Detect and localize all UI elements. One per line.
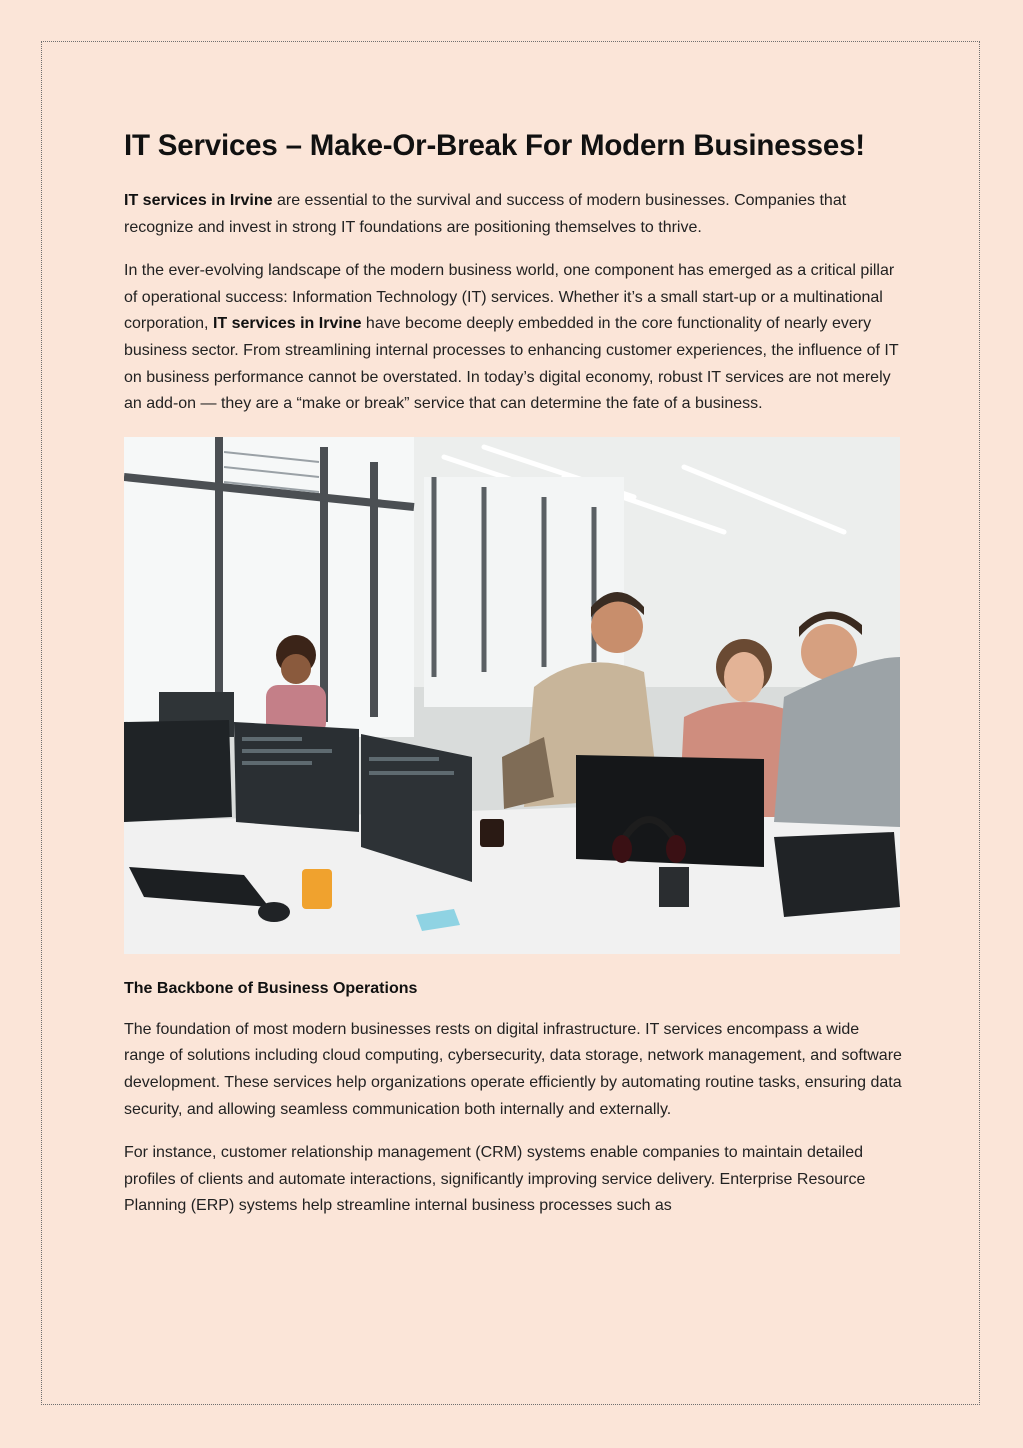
intro-paragraph [124, 188, 904, 241]
article [124, 124, 904, 1220]
landscape-keyword: IT services in Irvine [212, 315, 362, 333]
office-team-photo [124, 437, 900, 954]
intro-text: are essential to the survival and success of modern businesses. Companies that recognize and invest in strong IT foundations are positioning themselves to thrive. [124, 192, 847, 236]
backbone-paragraph: The foundation of most modern businesses rests on digital infrastructure. IT services encompass a wide range of solutions including cloud computing, cybersecurity, data storage, network management, and software development. These services help organizations operate efficiently by automating routine tasks, ensuring data security, and allowing seamless communication both internally and externally. [124, 1020, 902, 1118]
landscape-text-before: In the ever-evolving landscape of the modern business world, one component has emerged as a critical pillar of operational success: Information Technology (IT) services. Whether it’s a small start-up or a multinational corporation, [124, 262, 895, 333]
crm-paragraph: For instance, customer relationship management (CRM) systems enable companies to maintain detailed profiles of clients and automate interactions, significantly improving service delivery. Enterprise Resource Planning (ERP) systems help streamline internal business processes such as [124, 1144, 866, 1215]
landscape-paragraph [124, 258, 904, 418]
section-heading: The Backbone of Business Operations [124, 979, 418, 997]
article-title: IT Services – Make-Or-Break For Modern Businesses! [124, 129, 865, 162]
landscape-text-after: have become deeply embedded in the core functionality of nearly every business sector. From streamlining internal processes to enhancing customer experiences, the influence of IT on business performance cannot be overstated. In today’s digital economy, robust IT services are not merely an add-on — they are a “make or break” service that can determine the fate of a business. [124, 315, 899, 413]
intro-keyword: IT services in Irvine [124, 192, 273, 209]
office-photo-illustration [124, 437, 900, 954]
